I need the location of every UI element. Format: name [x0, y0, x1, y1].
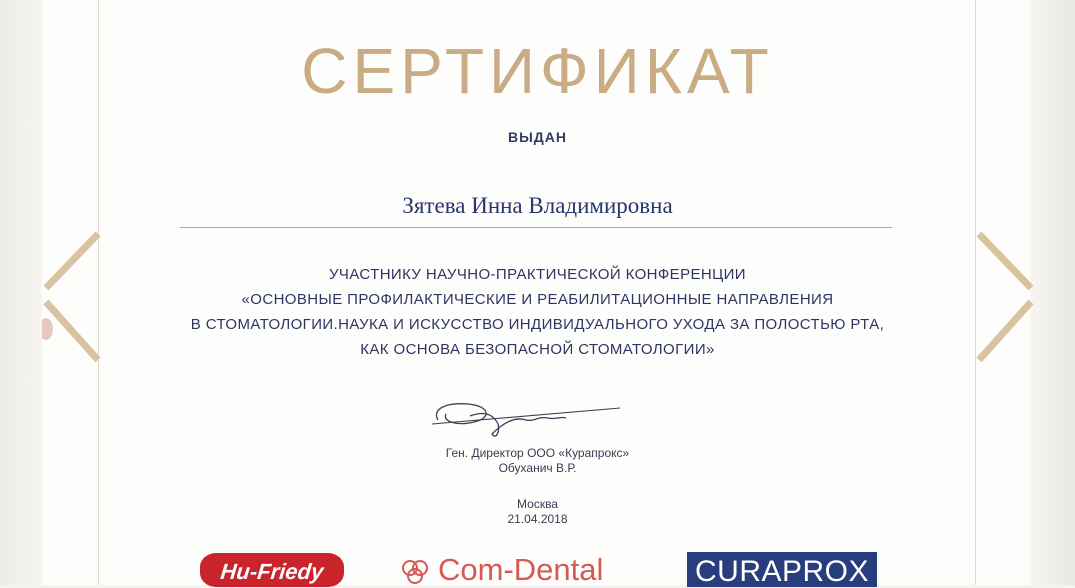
- curaprox-logo-text: CURAPROX: [694, 555, 870, 587]
- director-block: [0, 446, 1075, 476]
- comdental-logo-text: Com-Dental: [438, 552, 604, 587]
- comdental-emblem-icon: [398, 559, 432, 585]
- recipient-name: Зятева Инна Владимировна: [402, 193, 673, 218]
- city: Москва: [517, 497, 558, 511]
- description-line: УЧАСТНИКУ НАУЧНО-ПРАКТИЧЕСКОЙ КОНФЕРЕНЦИИ: [329, 266, 746, 283]
- hufriedy-logo: [200, 553, 344, 587]
- hufriedy-logo-text: Hu-Friedy: [219, 559, 325, 584]
- director-title: Ген. Директор ООО «Курапрокс»: [445, 446, 630, 460]
- certificate-description: [0, 262, 1075, 362]
- certificate-title: СЕРТИФИКАТ: [301, 35, 774, 107]
- place-date-block: [0, 497, 1075, 527]
- description-line: КАК ОСНОВА БЕЗОПАСНОЙ СТОМАТОЛОГИИ»: [360, 341, 715, 358]
- description-line: В СТОМАТОЛОГИИ.НАУКА И ИСКУССТВО ИНДИВИДУАЛЬНОГО УХОДА ЗА ПОЛОСТЬЮ РТА,: [190, 316, 885, 333]
- name-underline: [180, 227, 892, 228]
- director-signature: [430, 394, 630, 444]
- issued-label: ВЫДАН: [507, 129, 567, 145]
- description-line: «ОСНОВНЫЕ ПРОФИЛАКТИЧЕСКИЕ И РЕАБИЛИТАЦИОННЫЕ НАПРАВЛЕНИЯ: [241, 291, 834, 308]
- director-name: Обуханич В.Р.: [498, 461, 577, 475]
- issue-date: 21.04.2018: [507, 512, 568, 526]
- curaprox-logo: [687, 552, 877, 587]
